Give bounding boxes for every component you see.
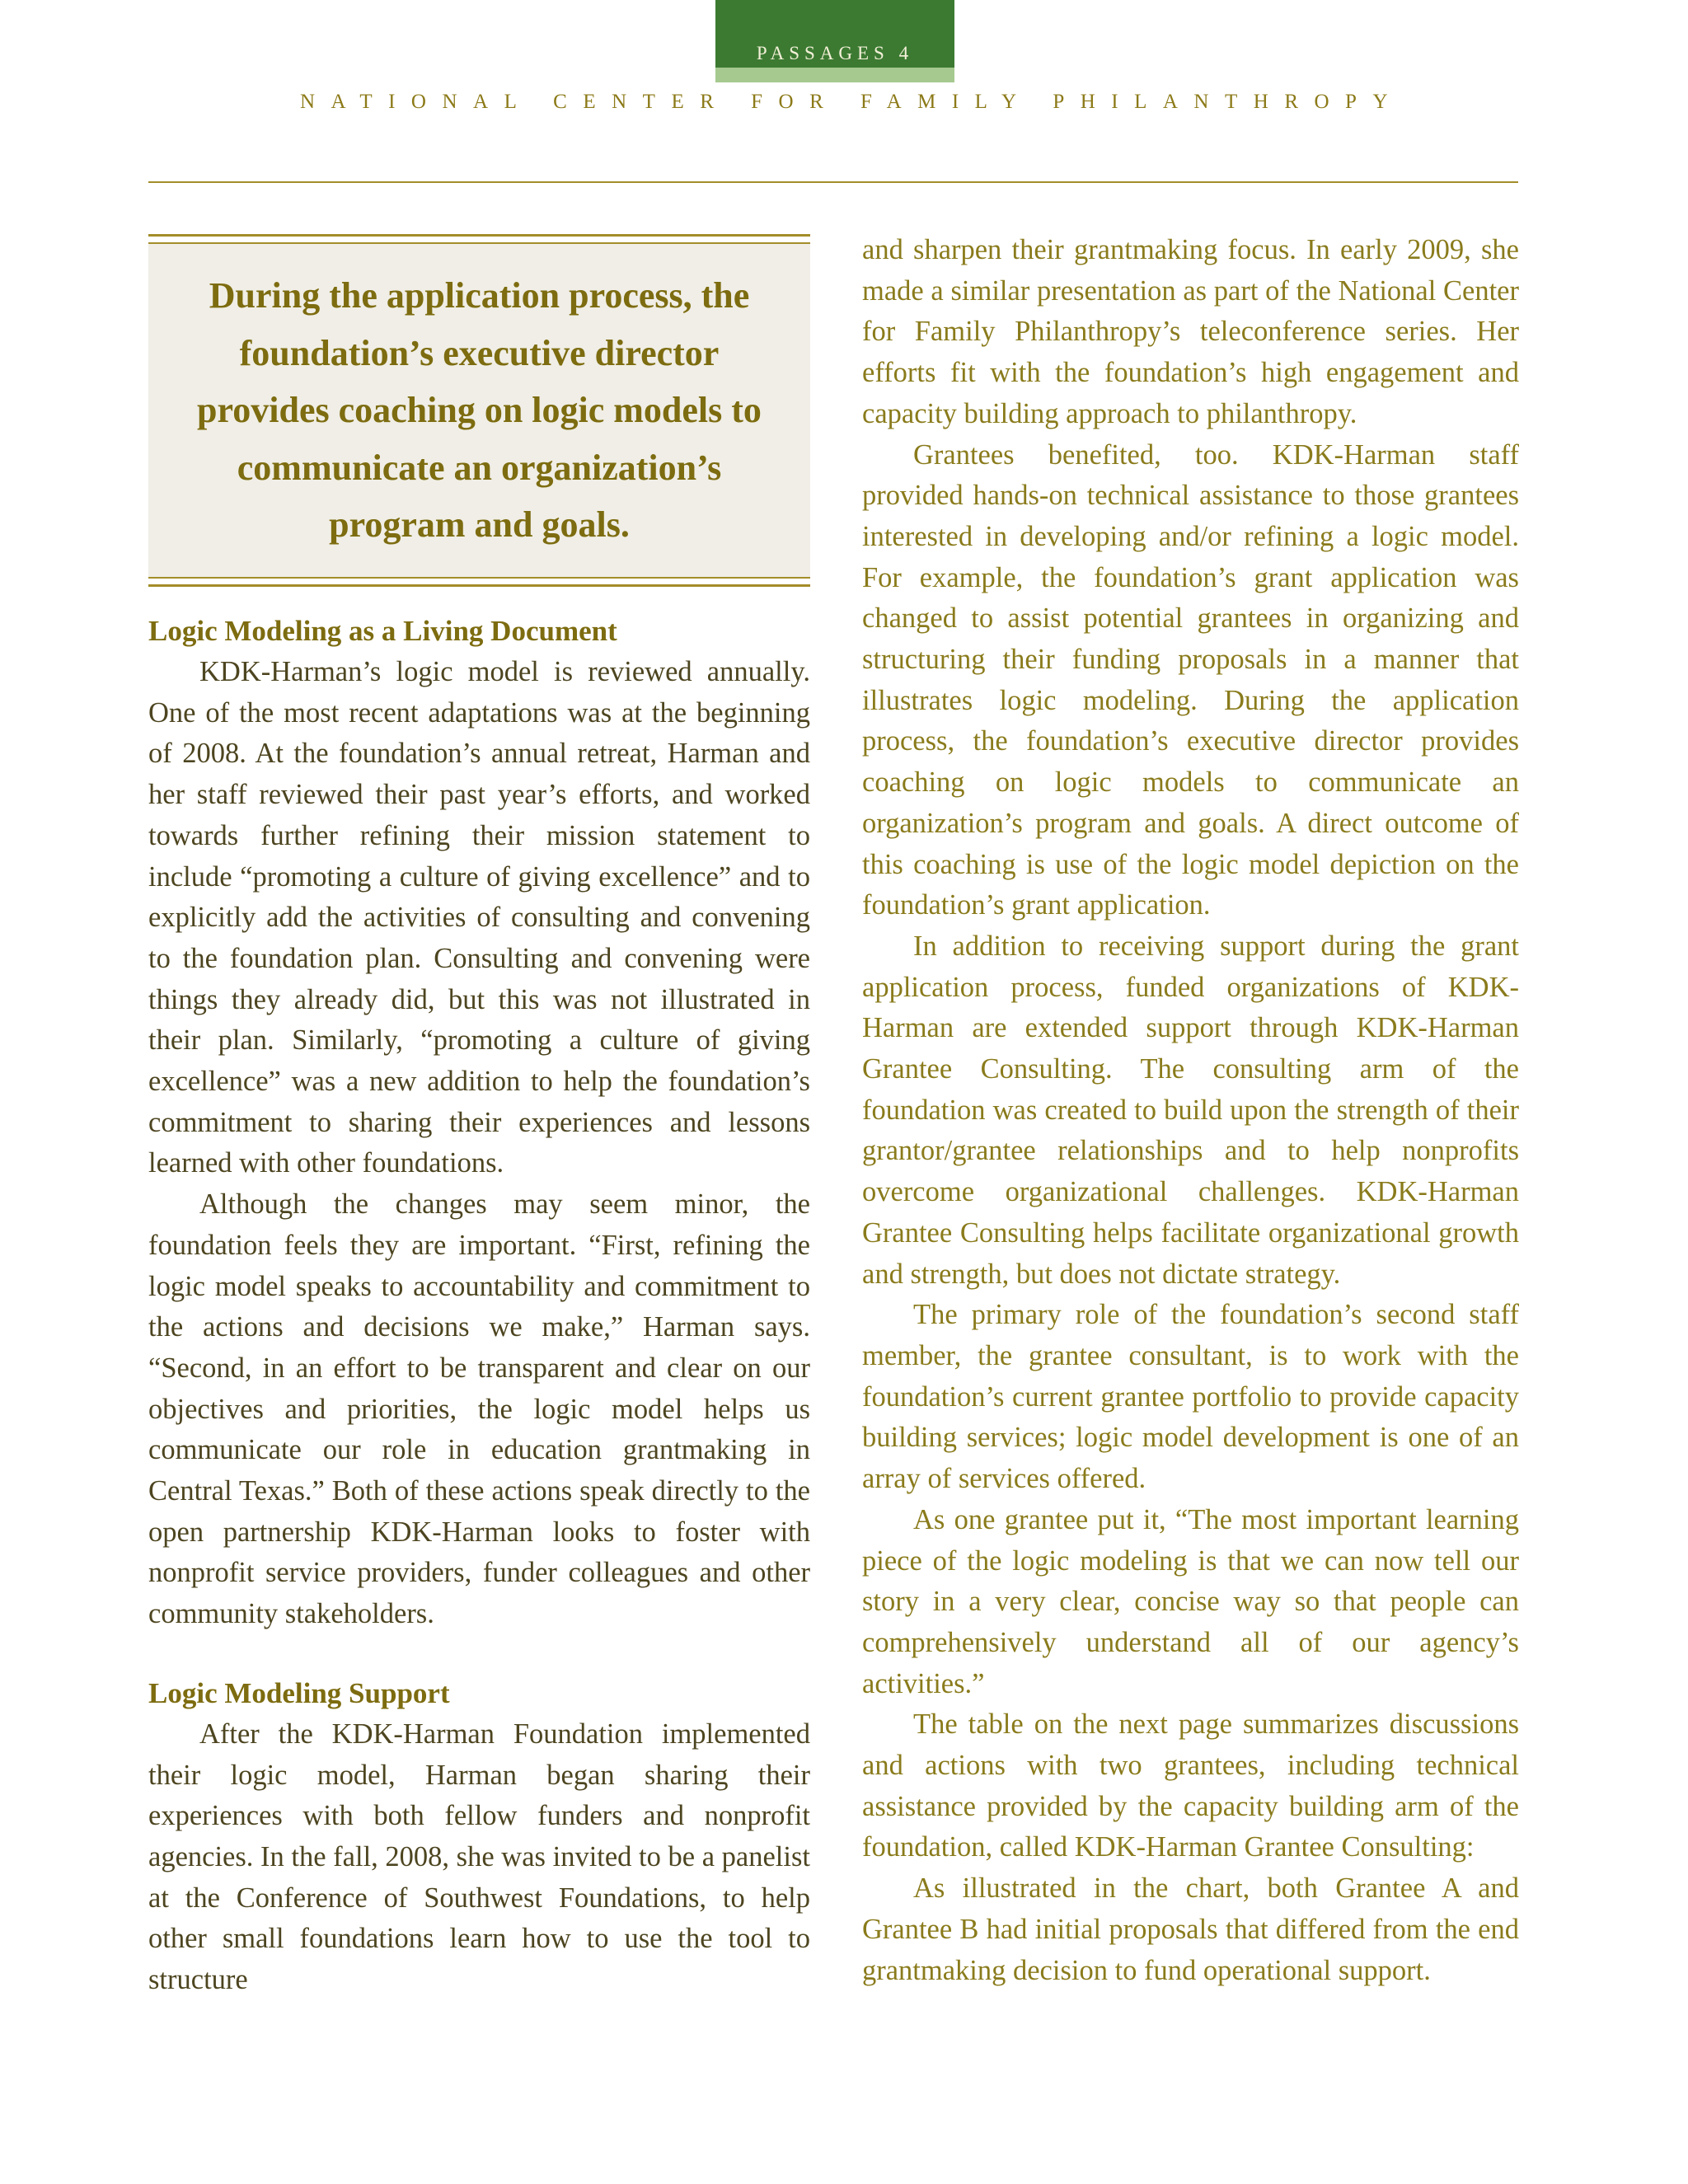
body-paragraph: After the KDK-Harman Foundation implemented their logic model, Harman began sharing their experiences with both fellow funders and nonprofit agencies. In the fall, 2008, she was invited to be a panelist at the Conference of Southwest Foundations, to help other small foundations learn how to use the tool to structure bbox=[148, 1718, 810, 1996]
section-tab-label: PASSAGES 4 bbox=[715, 0, 954, 68]
section-tab-accent bbox=[715, 68, 954, 82]
body-paragraph: As illustrated in the chart, both Grantee A and Grantee B had initial proposals that differed from the end grantmaking decision to fund operational support. bbox=[862, 1872, 1519, 1986]
header-divider bbox=[148, 181, 1518, 183]
left-column bbox=[148, 611, 810, 2001]
pull-quote-panel bbox=[148, 242, 810, 579]
body-paragraph: Grantees benefited, too. KDK-Harman staff provided hands-on technical assistance to those grantees interested in developing and/or refining a logic model. For example, the foundation’s grant application was changed to assist potential grantees in organizing and structuring their funding proposals in a manner that illustrates logic modeling. During the application process, the foundation’s executive director provides coaching on logic models to communicate an organization’s program and goals. A direct outcome of this coaching is use of the logic model depiction on the foundation’s grant application. bbox=[862, 438, 1519, 921]
organization-name: NATIONAL CENTER FOR FAMILY PHILANTHROPY bbox=[299, 91, 1404, 113]
right-column bbox=[862, 230, 1519, 1991]
pull-quote-text: During the application process, the foundation’s executive director provides coaching on logic models to communicate an organization’s program and goals. bbox=[197, 275, 762, 546]
body-paragraph: The primary role of the foundation’s second staff member, the grantee consultant, is to work with the foundation’s current grantee portfolio to provide capacity building services; logic model development is one of an array of services offered. bbox=[862, 1299, 1519, 1495]
body-paragraph: Although the changes may seem minor, the foundation feels they are important. “First, refining the logic model speaks to accountability and commitment to the actions and decisions we make,” Harman says. “Second, in an effort to be transparent and clear on our objectives and priorities, the logic model helps us communicate our role in education grantmaking in Central Texas.” Both of these actions speak directly to the open partnership KDK-Harman looks to foster with nonprofit service providers, funder colleagues and other community stakeholders. bbox=[148, 1188, 810, 1630]
section-tab bbox=[715, 0, 954, 82]
section-heading-support: Logic Modeling Support bbox=[148, 1676, 450, 1709]
section-heading-living-document: Logic Modeling as a Living Document bbox=[148, 615, 617, 647]
body-paragraph: In addition to receiving support during the grant application process, funded organizations of KDK-Harman are extended support through KDK-Harman Grantee Consulting. The consulting arm of the foundation was created to build upon the strength of their grantor/grantee relationships and to help nonprofits overcome organizational challenges. KDK-Harman Grantee Consulting helps facilitate organizational growth and strength, but does not dictate strategy. bbox=[862, 930, 1519, 1290]
body-paragraph: KDK-Harman’s logic model is reviewed annually. One of the most recent adaptations was at the beginning of 2008. At the foundation’s annual retreat, Harman and her staff reviewed their past year’s efforts, and worked towards further refining their mission statement to include “promoting a culture of giving excellence” and to explicitly add the activities of consulting and convening to the foundation plan. Consulting and convening were things they already did, but this was not illustrated in their plan. Similarly, “promoting a culture of giving excellence” was a new addition to help the foundation’s commitment to sharing their experiences and lessons learned with other foundations. bbox=[148, 656, 810, 1179]
body-paragraph: As one grantee put it, “The most important learning piece of the logic modeling is that we can now tell our story in a very clear, concise way so that people can comprehensively understand all of our agency’s activities.” bbox=[862, 1503, 1519, 1699]
body-paragraph-continued: and sharpen their grantmaking focus. In early 2009, she made a similar presentation as part of the National Center for Family Philanthropy’s teleconference series. Her efforts fit with the foundation’s high engagement and capacity building approach to philanthropy. bbox=[862, 234, 1519, 429]
body-paragraph: The table on the next page summarizes discussions and actions with two grantees, including technical assistance provided by the capacity building arm of the foundation, called KDK-Harman Grantee Consulting: bbox=[862, 1708, 1519, 1863]
pull-quote-box bbox=[148, 234, 810, 587]
